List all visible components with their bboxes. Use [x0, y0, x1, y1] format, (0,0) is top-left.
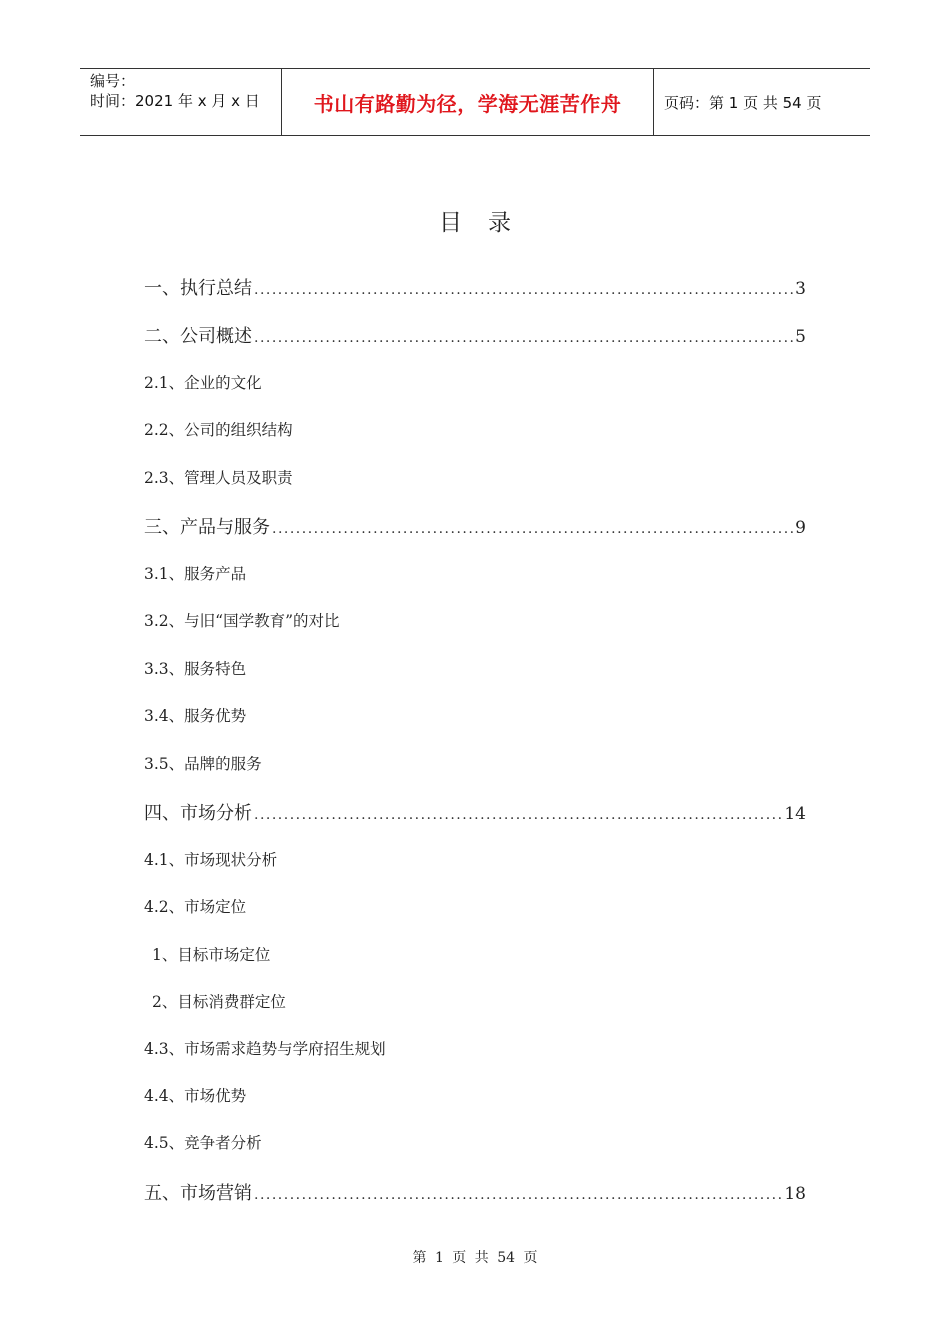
toc-entry-page: 5 — [795, 327, 806, 347]
toc-entry-marketing[interactable] — [144, 1179, 806, 1205]
toc-entry-label: 4.2、市场定位 — [144, 898, 247, 916]
toc-subentry[interactable] — [144, 1131, 806, 1153]
toc-subentry[interactable] — [144, 895, 806, 917]
toc-entry-market-analysis[interactable] — [144, 799, 806, 825]
toc-entry-label: 4.5、竞争者分析 — [144, 1134, 262, 1152]
toc-subentry[interactable] — [144, 418, 806, 440]
toc-entry-label: 4.1、市场现状分析 — [144, 851, 278, 869]
toc-leader-dots — [254, 807, 782, 823]
toc-entry-label: 3.1、服务产品 — [144, 565, 247, 583]
toc-entry-label: 3.2、与旧“国学教育”的对比 — [144, 612, 340, 630]
toc-subentry[interactable] — [144, 371, 806, 393]
toc-subentry[interactable] — [144, 1084, 806, 1106]
toc-entry-page: 18 — [784, 1184, 806, 1204]
toc-subentry[interactable] — [144, 562, 806, 584]
toc-subentry[interactable] — [152, 990, 814, 1012]
toc-entry-label: 4.4、市场优势 — [144, 1087, 247, 1105]
header-time-label: 时间：2021 年 x 月 x 日 — [90, 92, 260, 110]
page-header — [80, 68, 870, 136]
toc-entry-products-services[interactable] — [144, 513, 806, 539]
toc-subentry[interactable] — [152, 943, 814, 965]
toc-entry-page: 14 — [784, 804, 806, 824]
header-meta — [80, 69, 282, 135]
toc-subentry[interactable] — [144, 1037, 806, 1059]
toc-subentry[interactable] — [144, 704, 806, 726]
toc-leader-dots — [272, 521, 793, 537]
header-motto: 书山有路勤为径，学海无涯苦作舟 — [282, 69, 654, 135]
toc-entry-label: 1、目标市场定位 — [152, 946, 271, 964]
toc-subentry[interactable] — [144, 752, 806, 774]
toc-entry-label: 五、市场营销 — [144, 1183, 252, 1204]
toc-entry-label: 2.3、管理人员及职责 — [144, 469, 293, 487]
page-footer: 第 1 页 共 54 页 — [412, 1250, 538, 1266]
header-page-info: 页码：第 1 页 共 54 页 — [664, 93, 822, 112]
toc-entry-label: 2.2、公司的组织结构 — [144, 421, 293, 439]
toc-entry-page: 3 — [795, 279, 806, 299]
toc-subentry[interactable] — [144, 466, 806, 488]
toc-entry-label: 3.4、服务优势 — [144, 707, 247, 725]
toc-entry-label: 2.1、企业的文化 — [144, 374, 262, 392]
toc-entry-page: 9 — [795, 518, 806, 538]
toc-entry-label: 2、目标消费群定位 — [152, 993, 286, 1011]
toc-entry-company-overview[interactable] — [144, 322, 806, 348]
toc-entry-label: 三、产品与服务 — [144, 517, 270, 538]
toc-subentry[interactable] — [144, 657, 806, 679]
header-number-label: 编号： — [90, 72, 136, 90]
toc-entry-label: 4.3、市场需求趋势与学府招生规划 — [144, 1040, 386, 1058]
toc-leader-dots — [254, 1187, 782, 1203]
toc-title: 目录 — [439, 210, 537, 236]
toc-subentry[interactable] — [144, 609, 806, 631]
toc-entry-label: 3.5、品牌的服务 — [144, 755, 262, 773]
toc-leader-dots — [254, 330, 793, 346]
toc-entry-executive-summary[interactable] — [144, 274, 806, 300]
toc-entry-label: 一、执行总结 — [144, 278, 252, 299]
toc-leader-dots — [254, 282, 793, 298]
toc-entry-label: 四、市场分析 — [144, 803, 252, 824]
toc-subentry[interactable] — [144, 848, 806, 870]
toc-entry-label: 3.3、服务特色 — [144, 660, 247, 678]
toc-entry-label: 二、公司概述 — [144, 326, 252, 347]
